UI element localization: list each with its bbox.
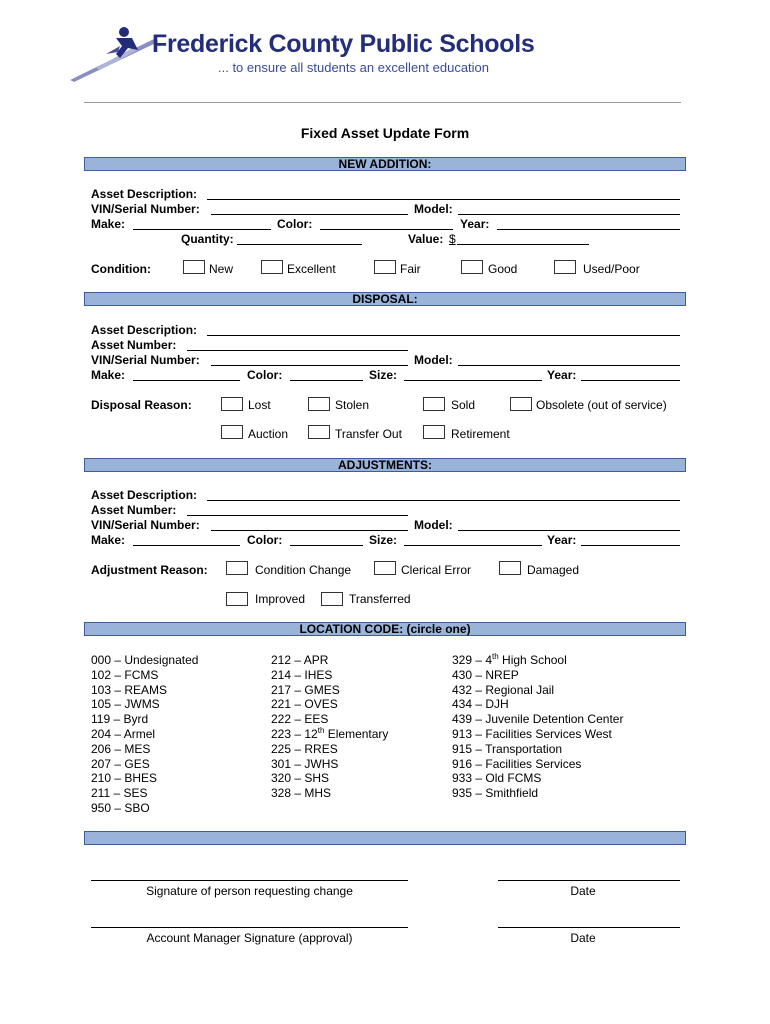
na-year-label: Year: bbox=[460, 217, 490, 231]
disposal-retirement-checkbox[interactable] bbox=[423, 425, 445, 439]
na-make-label: Make: bbox=[91, 217, 126, 231]
location-code[interactable]: 916 – Facilities Services bbox=[452, 756, 582, 771]
location-code[interactable]: 207 – GES bbox=[91, 756, 150, 771]
disposal-stolen-checkbox[interactable] bbox=[308, 397, 330, 411]
dp-reason-label: Disposal Reason: bbox=[91, 398, 192, 412]
na-quantity-field[interactable] bbox=[237, 244, 362, 245]
adj-year-label: Year: bbox=[547, 533, 577, 547]
location-code-header: LOCATION CODE: (circle one) bbox=[84, 622, 686, 636]
location-code[interactable]: 434 – DJH bbox=[452, 697, 509, 712]
location-code[interactable]: 328 – MHS bbox=[271, 786, 332, 801]
condition-new-checkbox[interactable] bbox=[183, 260, 205, 274]
location-code[interactable]: 000 – Undesignated bbox=[91, 653, 199, 667]
adjust-damaged-label: Damaged bbox=[527, 563, 580, 577]
location-code[interactable]: 105 – JWMS bbox=[91, 697, 160, 712]
na-condition-label: Condition: bbox=[91, 262, 151, 276]
na-asset-description-field[interactable] bbox=[207, 199, 680, 200]
manager-signature-field[interactable] bbox=[91, 927, 408, 928]
dp-size-label: Size: bbox=[369, 368, 398, 382]
location-code[interactable] bbox=[452, 653, 623, 668]
org-tagline: ... to ensure all students an excellent education bbox=[218, 60, 490, 75]
condition-fair-checkbox[interactable] bbox=[374, 260, 396, 274]
location-code-text: 329 – 4 bbox=[452, 653, 493, 667]
location-code[interactable]: 221 – OVES bbox=[271, 697, 338, 712]
location-code-text: 223 – 12 bbox=[271, 726, 318, 741]
location-code[interactable]: 225 – RRES bbox=[271, 741, 338, 756]
dp-vin-label: VIN/Serial Number: bbox=[91, 353, 200, 367]
disposal-sold-label: Sold bbox=[451, 398, 476, 412]
location-col-2 bbox=[271, 653, 388, 801]
adj-asset-number-field[interactable] bbox=[187, 515, 408, 516]
disposal-lost-checkbox[interactable] bbox=[221, 397, 243, 411]
location-code-text: High School bbox=[498, 653, 567, 667]
dp-model-label: Model: bbox=[414, 353, 453, 367]
condition-fair-label: Fair bbox=[400, 262, 421, 276]
condition-excellent-checkbox[interactable] bbox=[261, 260, 283, 274]
disposal-lost-label: Lost bbox=[248, 398, 271, 412]
na-year-field[interactable] bbox=[497, 229, 680, 230]
ordinal-suffix: th bbox=[492, 652, 499, 661]
dp-size-field[interactable] bbox=[404, 380, 542, 381]
dp-year-field[interactable] bbox=[581, 380, 680, 381]
adj-year-field[interactable] bbox=[581, 545, 680, 546]
na-value-prefix: $ bbox=[449, 232, 456, 246]
manager-date-label: Date bbox=[570, 931, 596, 945]
na-model-field[interactable] bbox=[458, 214, 680, 215]
na-vin-field[interactable] bbox=[211, 214, 408, 215]
na-vin-label: VIN/Serial Number: bbox=[91, 202, 200, 216]
na-quantity-label: Quantity: bbox=[181, 232, 234, 246]
adj-reason-label: Adjustment Reason: bbox=[91, 563, 208, 577]
adjust-clerical-error-label: Clerical Error bbox=[401, 563, 472, 577]
dp-make-field[interactable] bbox=[133, 380, 240, 381]
condition-good-checkbox[interactable] bbox=[461, 260, 483, 274]
location-code[interactable]: 217 – GMES bbox=[271, 682, 340, 697]
location-code[interactable]: 102 – FCMS bbox=[91, 667, 159, 682]
condition-used-poor-checkbox[interactable] bbox=[554, 260, 576, 274]
location-code[interactable]: 432 – Regional Jail bbox=[452, 682, 555, 697]
na-asset-description-label: Asset Description: bbox=[91, 187, 198, 201]
disposal-stolen-label: Stolen bbox=[335, 398, 370, 412]
adj-vin-field[interactable] bbox=[211, 530, 408, 531]
location-code-text: Elementary bbox=[324, 726, 389, 741]
location-code[interactable]: 103 – REAMS bbox=[91, 682, 168, 697]
disposal-obsolete-label: Obsolete (out of service) bbox=[536, 398, 667, 412]
adj-size-label: Size: bbox=[369, 533, 398, 547]
na-value-field[interactable] bbox=[457, 244, 589, 245]
adjust-transferred-label: Transferred bbox=[349, 592, 411, 606]
manager-date-field[interactable] bbox=[498, 927, 680, 928]
manager-signature-label: Account Manager Signature (approval) bbox=[146, 931, 353, 945]
location-code[interactable]: 214 – IHES bbox=[271, 667, 333, 682]
adj-vin-label: VIN/Serial Number: bbox=[91, 518, 200, 532]
adj-model-field[interactable] bbox=[458, 530, 680, 531]
adj-asset-number-label: Asset Number: bbox=[91, 503, 177, 517]
dp-asset-number-label: Asset Number: bbox=[91, 338, 177, 352]
requester-signature-label: Signature of person requesting change bbox=[146, 884, 353, 898]
dp-vin-field[interactable] bbox=[211, 365, 408, 366]
adjust-condition-change-checkbox[interactable] bbox=[226, 561, 248, 575]
disposal-sold-checkbox[interactable] bbox=[423, 397, 445, 411]
location-code[interactable]: 933 – Old FCMS bbox=[452, 771, 542, 786]
adjust-condition-change-label: Condition Change bbox=[255, 563, 352, 577]
location-code[interactable]: 210 – BHES bbox=[91, 771, 158, 786]
header-divider bbox=[84, 102, 681, 103]
dp-asset-description-label: Asset Description: bbox=[91, 323, 198, 337]
logo-figure-icon bbox=[66, 24, 166, 84]
location-code[interactable]: 212 – APR bbox=[271, 653, 329, 667]
adj-make-field[interactable] bbox=[133, 545, 240, 546]
dp-color-field[interactable] bbox=[290, 380, 363, 381]
location-code[interactable]: 950 – SBO bbox=[91, 800, 150, 815]
adj-asset-description-field[interactable] bbox=[207, 500, 680, 501]
requester-date-field[interactable] bbox=[498, 880, 680, 881]
dp-year-label: Year: bbox=[547, 368, 577, 382]
adj-color-label: Color: bbox=[247, 533, 283, 547]
logo bbox=[66, 24, 166, 84]
adjust-damaged-checkbox[interactable] bbox=[499, 561, 521, 575]
requester-signature-field[interactable] bbox=[91, 880, 408, 881]
condition-new-label: New bbox=[209, 262, 234, 276]
adjust-improved-label: Improved bbox=[255, 592, 306, 606]
dp-color-label: Color: bbox=[247, 368, 283, 382]
na-model-label: Model: bbox=[414, 202, 453, 216]
disposal-auction-checkbox[interactable] bbox=[221, 425, 243, 439]
footer-bar bbox=[84, 831, 686, 845]
disposal-header: DISPOSAL: bbox=[84, 292, 686, 306]
disposal-retirement-label: Retirement bbox=[451, 427, 510, 441]
new-addition-header: NEW ADDITION: bbox=[84, 157, 686, 171]
adj-size-field[interactable] bbox=[404, 545, 542, 546]
location-code[interactable] bbox=[271, 727, 388, 742]
dp-asset-number-field[interactable] bbox=[187, 350, 408, 351]
location-code[interactable]: 206 – MES bbox=[91, 741, 151, 756]
condition-used-poor-label: Used/Poor bbox=[583, 262, 640, 276]
org-name: Frederick County Public Schools bbox=[152, 30, 535, 58]
location-code[interactable]: 119 – Byrd bbox=[91, 712, 149, 727]
location-code[interactable]: 915 – Transportation bbox=[452, 741, 563, 756]
adjust-transferred-checkbox[interactable] bbox=[321, 592, 343, 606]
location-col-3 bbox=[452, 653, 623, 801]
dp-asset-description-field[interactable] bbox=[207, 335, 680, 336]
location-code[interactable]: 204 – Armel bbox=[91, 726, 156, 741]
adjust-clerical-error-checkbox[interactable] bbox=[374, 561, 396, 575]
condition-good-label: Good bbox=[488, 262, 518, 276]
adjust-improved-checkbox[interactable] bbox=[226, 592, 248, 606]
disposal-transfer-out-label: Transfer Out bbox=[335, 427, 402, 441]
disposal-auction-label: Auction bbox=[248, 427, 289, 441]
ordinal-suffix: th bbox=[317, 725, 325, 735]
location-code[interactable]: 320 – SHS bbox=[271, 771, 330, 786]
location-code[interactable]: 211 – SES bbox=[91, 786, 148, 801]
adj-model-label: Model: bbox=[414, 518, 453, 532]
location-col-1 bbox=[91, 653, 198, 816]
location-code[interactable]: 430 – NREP bbox=[452, 667, 519, 682]
na-color-field[interactable] bbox=[320, 229, 453, 230]
location-code[interactable]: 913 – Facilities Services West bbox=[452, 726, 612, 741]
adj-asset-description-label: Asset Description: bbox=[91, 488, 198, 502]
adj-make-label: Make: bbox=[91, 533, 126, 547]
location-code[interactable]: 935 – Smithfield bbox=[452, 786, 539, 801]
adj-color-field[interactable] bbox=[290, 545, 363, 546]
na-make-field[interactable] bbox=[133, 229, 271, 230]
location-code[interactable]: 301 – JWHS bbox=[271, 756, 339, 771]
adjustments-header: ADJUSTMENTS: bbox=[84, 458, 686, 472]
disposal-transfer-out-checkbox[interactable] bbox=[308, 425, 330, 439]
condition-excellent-label: Excellent bbox=[287, 262, 336, 276]
na-color-label: Color: bbox=[277, 217, 313, 231]
na-value-label: Value: bbox=[408, 232, 444, 246]
dp-model-field[interactable] bbox=[458, 365, 680, 366]
requester-date-label: Date bbox=[570, 884, 596, 898]
dp-make-label: Make: bbox=[91, 368, 126, 382]
location-code[interactable]: 222 – EES bbox=[271, 712, 329, 727]
location-code[interactable]: 439 – Juvenile Detention Center bbox=[452, 712, 624, 727]
form-title: Fixed Asset Update Form bbox=[300, 125, 470, 141]
disposal-obsolete-checkbox[interactable] bbox=[510, 397, 532, 411]
